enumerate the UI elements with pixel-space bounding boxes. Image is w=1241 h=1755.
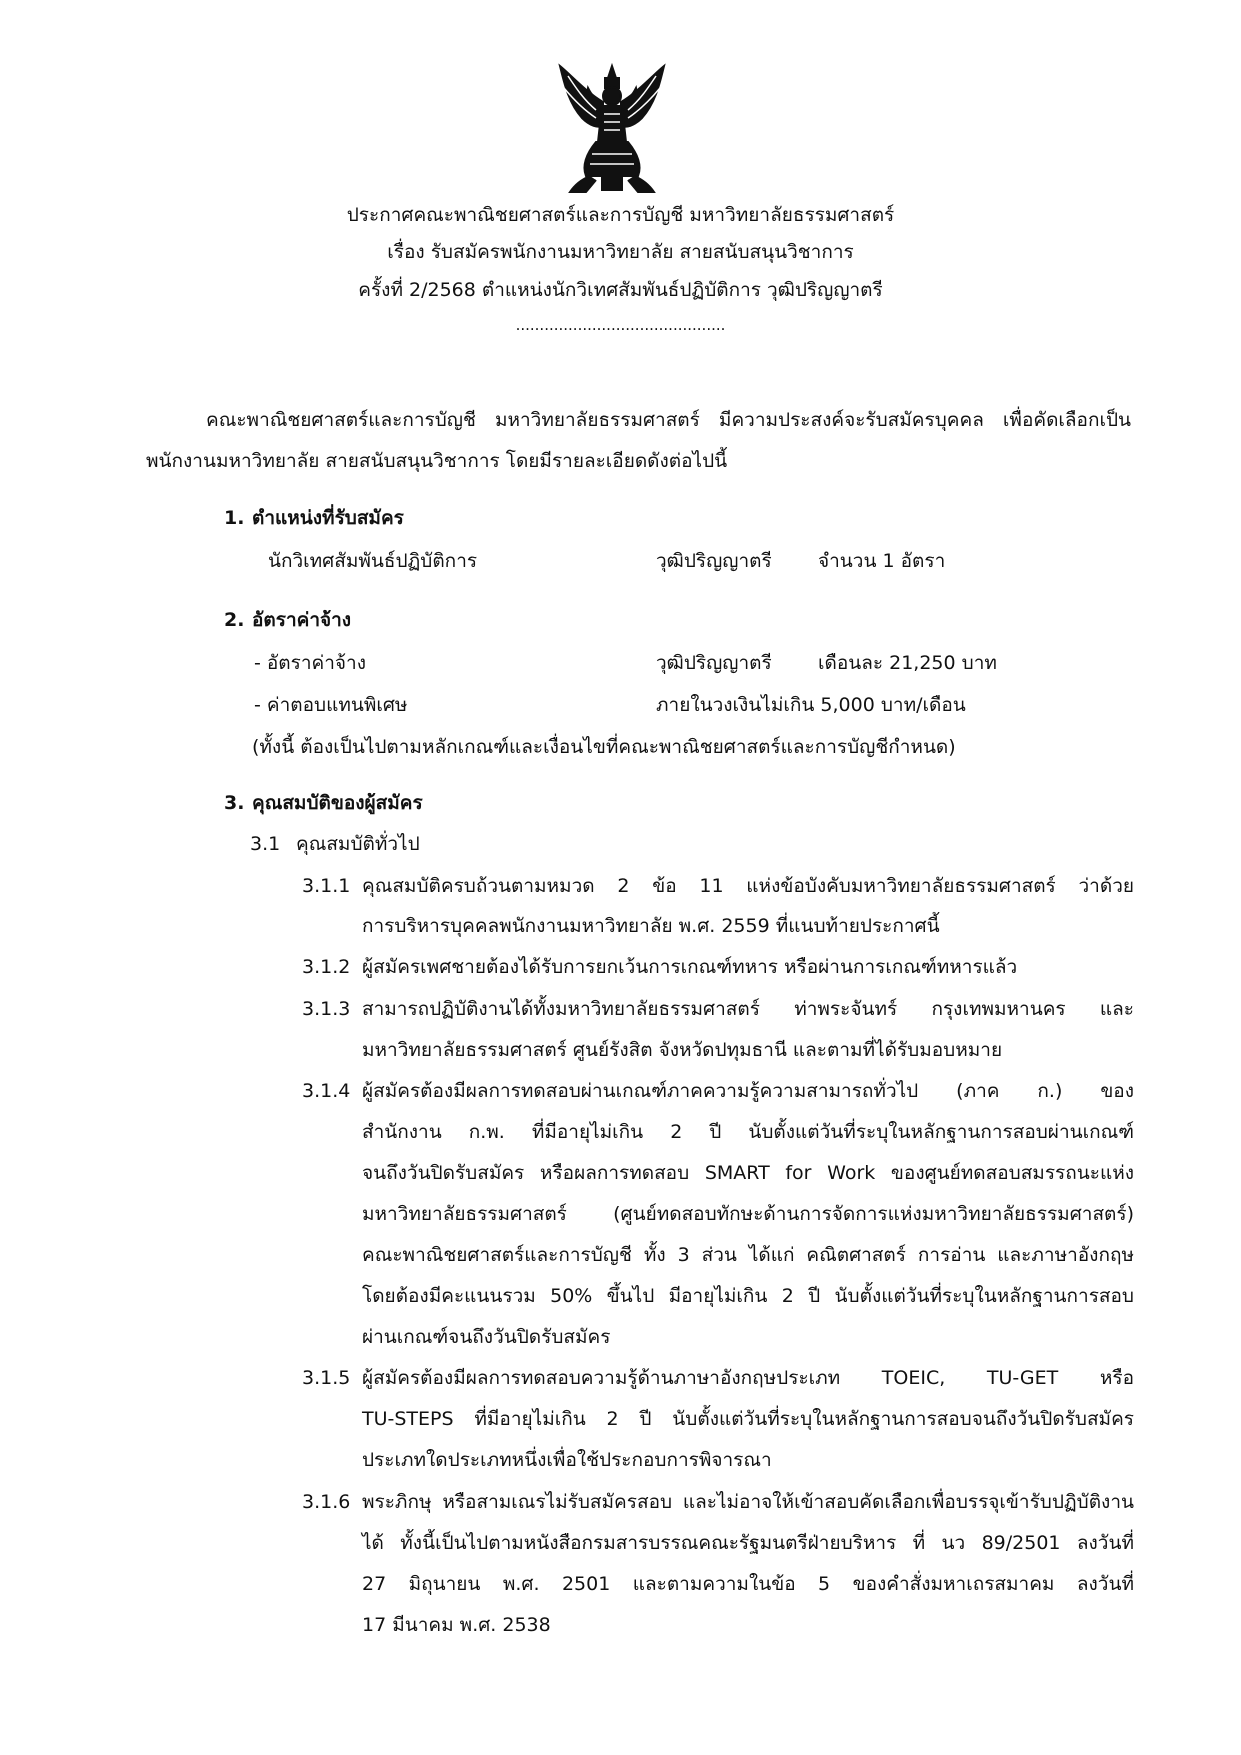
section-2-note: (ทั้งนี้ ต้องเป็นไปตามหลักเกณฑ์และเงื่อนไขที่คณะพาณิชยศาสตร์และการบัญชีกำหนด) (252, 736, 956, 758)
intro-line-1: คณะพาณิชยศาสตร์และการบัญชี มหาวิทยาลัยธรรมศาสตร์ มีความประสงค์จะรับสมัครบุคคล เพื่อคัดเลือกเป็น (206, 409, 1131, 431)
item-line: คณะพาณิชยศาสตร์และการบัญชี ทั้ง 3 ส่วน ได้แก่ คณิตศาสตร์ การอ่าน และภาษาอังกฤษ (362, 1244, 1134, 1266)
item-line: มหาวิทยาลัยธรรมศาสตร์ ศูนย์รังสิต จังหวัดปทุมธานี และตามที่ได้รับมอบหมาย (362, 1039, 1003, 1061)
header-line-3: ครั้งที่ 2/2568 ตำแหน่งนักวิเทศสัมพันธ์ปฏิบัติการ วุฒิปริญญาตรี (358, 279, 883, 301)
item-line: จนถึงวันปิดรับสมัคร หรือผลการทดสอบ SMART for Work ของศูนย์ทดสอบสมรรถนะแห่ง (362, 1162, 1134, 1184)
section-1-position: นักวิเทศสัมพันธ์ปฏิบัติการ (268, 550, 478, 572)
section-3-title: คุณสมบัติของผู้สมัคร (252, 792, 423, 814)
intro-line-2: พนักงานมหาวิทยาลัย สายสนับสนุนวิชาการ โดยมีรายละเอียดดังต่อไปนี้ (146, 450, 728, 472)
item-line: โดยต้องมีคะแนนรวม 50% ขึ้นไป มีอายุไม่เกิน 2 ปี นับตั้งแต่วันที่ระบุในหลักฐานการสอบ (362, 1285, 1134, 1307)
item-line: พระภิกษุ หรือสามเณรไม่รับสมัครสอบ และไม่อาจให้เข้าสอบคัดเลือกเพื่อบรรจุเข้ารับปฏิบัติงาน (362, 1491, 1134, 1513)
header-separator: ............................................ (515, 316, 726, 334)
item-line: การบริหารบุคคลพนักงานมหาวิทยาลัย พ.ศ. 2559 ที่แนบท้ายประกาศนี้ (362, 915, 940, 937)
wage-item-amount: เดือนละ 21,250 บาท (818, 652, 997, 674)
wage-item-degree: วุฒิปริญญาตรี (656, 652, 772, 674)
item-line: 17 มีนาคม พ.ศ. 2538 (362, 1614, 551, 1636)
special-pay-amount: ภายในวงเงินไม่เกิน 5,000 บาท/เดือน (656, 694, 966, 716)
section-1-degree: วุฒิปริญญาตรี (656, 550, 772, 572)
section-1-number: 1. (224, 507, 245, 529)
section-1-count: จำนวน 1 อัตรา (818, 550, 946, 572)
section-2-number: 2. (224, 609, 245, 631)
item-line: ผู้สมัครต้องมีผลการทดสอบความรู้ด้านภาษาอังกฤษประเภท TOEIC, TU-GET หรือ (362, 1367, 1134, 1389)
section-3-number: 3. (224, 792, 245, 814)
item-number: 3.1.5 (302, 1367, 351, 1389)
item-line: คุณสมบัติครบถ้วนตามหมวด 2 ข้อ 11 แห่งข้อบังคับมหาวิทยาลัยธรรมศาสตร์ ว่าด้วย (362, 875, 1134, 897)
item-number: 3.1.3 (302, 998, 351, 1020)
subsection-number: 3.1 (250, 833, 281, 855)
section-2-title: อัตราค่าจ้าง (252, 609, 352, 631)
item-line: ผู้สมัครเพศชายต้องได้รับการยกเว้นการเกณฑ์ทหาร หรือผ่านการเกณฑ์ทหารแล้ว (362, 956, 1018, 978)
header-line-2: เรื่อง รับสมัครพนักงานมหาวิทยาลัย สายสนับสนุนวิชาการ (387, 241, 854, 263)
item-line: ได้ ทั้งนี้เป็นไปตามหนังสือกรมสารบรรณคณะรัฐมนตรีฝ่ายบริหาร ที่ นว 89/2501 ลงวันที่ (362, 1532, 1134, 1554)
subsection-title: คุณสมบัติทั่วไป (296, 833, 420, 855)
garuda-emblem-icon (556, 62, 668, 196)
item-number: 3.1.6 (302, 1491, 351, 1513)
item-line: สำนักงาน ก.พ. ที่มีอายุไม่เกิน 2 ปี นับตั้งแต่วันที่ระบุในหลักฐานการสอบผ่านเกณฑ์ (362, 1121, 1134, 1143)
wage-item-label: - อัตราค่าจ้าง (254, 652, 366, 674)
header-line-1: ประกาศคณะพาณิชยศาสตร์และการบัญชี มหาวิทยาลัยธรรมศาสตร์ (346, 204, 895, 226)
section-1-title: ตำแหน่งที่รับสมัคร (252, 507, 404, 529)
item-line: มหาวิทยาลัยธรรมศาสตร์ (ศูนย์ทดสอบทักษะด้านการจัดการแห่งมหาวิทยาลัยธรรมศาสตร์) (362, 1203, 1134, 1225)
item-line: ผู้สมัครต้องมีผลการทดสอบผ่านเกณฑ์ภาคความรู้ความสามารถทั่วไป (ภาค ก.) ของ (362, 1080, 1134, 1102)
item-line: ผ่านเกณฑ์จนถึงวันปิดรับสมัคร (362, 1326, 611, 1348)
item-number: 3.1.4 (302, 1080, 351, 1102)
item-line: TU-STEPS ที่มีอายุไม่เกิน 2 ปี นับตั้งแต่วันที่ระบุในหลักฐานการสอบจนถึงวันปิดรับสมัคร (362, 1408, 1134, 1430)
item-line: ประเภทใดประเภทหนึ่งเพื่อใช้ประกอบการพิจารณา (362, 1449, 772, 1471)
item-number: 3.1.2 (302, 956, 351, 978)
special-pay-label: - ค่าตอบแทนพิเศษ (254, 694, 408, 716)
item-line: 27 มิถุนายน พ.ศ. 2501 และตามความในข้อ 5 ของคำสั่งมหาเถรสมาคม ลงวันที่ (362, 1573, 1134, 1595)
item-line: สามารถปฏิบัติงานได้ทั้งมหาวิทยาลัยธรรมศาสตร์ ท่าพระจันทร์ กรุงเทพมหานคร และ (362, 998, 1134, 1020)
item-number: 3.1.1 (302, 875, 351, 897)
